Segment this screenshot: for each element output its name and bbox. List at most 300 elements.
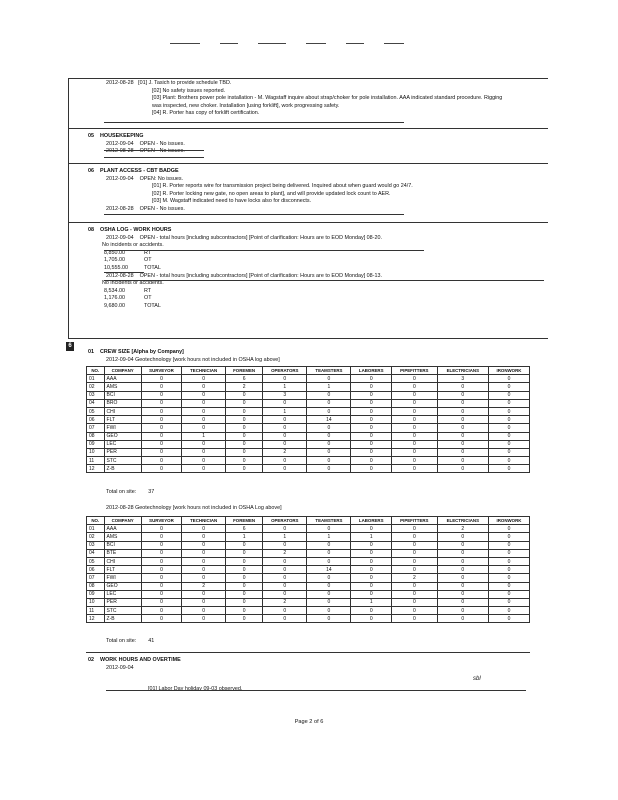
table-cell: 0 — [351, 582, 392, 590]
item-text: [02] No safety issues reported. — [152, 87, 226, 94]
row-note: No incidents or accidents. — [102, 242, 164, 249]
hours-value: 1,705.00 — [104, 257, 125, 264]
table-cell: 0 — [437, 457, 488, 465]
row-text: OPEN - No issues. — [139, 148, 185, 155]
table-cell: 0 — [182, 383, 226, 391]
hours-label: TOTAL — [144, 302, 161, 309]
column-header: OPERATORS — [263, 517, 307, 525]
table-cell: 0 — [141, 549, 182, 557]
table-cell: 0 — [437, 533, 488, 541]
table-caption: 2012-09-04 Geotechnology [work hours not included in OSHA log above] — [106, 356, 280, 363]
table-cell: 0 — [392, 541, 438, 549]
table-cell: 0 — [307, 432, 351, 440]
table-cell: 11 — [87, 457, 105, 465]
table-cell: 2 — [182, 582, 226, 590]
table-cell: 0 — [307, 525, 351, 533]
plant-access-section — [88, 168, 548, 214]
table-cell: 0 — [392, 383, 438, 391]
table-cell: 0 — [488, 525, 529, 533]
table-cell: 0 — [392, 557, 438, 565]
table-row — [87, 549, 530, 557]
table-cell: 0 — [307, 465, 351, 473]
section-number: 01 — [88, 349, 94, 355]
table-cell: 2 — [226, 383, 263, 391]
table-cell: 0 — [263, 590, 307, 598]
table-cell: 0 — [437, 574, 488, 582]
table-cell: 0 — [141, 424, 182, 432]
total-value: 37 — [148, 489, 155, 495]
table-cell: CHI — [104, 557, 141, 565]
table-cell: 0 — [392, 615, 438, 623]
table-cell: GEO — [104, 432, 141, 440]
table-cell: 0 — [263, 432, 307, 440]
table-cell: 0 — [488, 375, 529, 383]
table-row — [87, 448, 530, 456]
table-cell: 0 — [226, 615, 263, 623]
section-divider — [68, 222, 548, 223]
table-cell: 0 — [351, 525, 392, 533]
table-cell: 0 — [263, 574, 307, 582]
table-cell: 0 — [182, 407, 226, 415]
table-row — [87, 525, 530, 533]
table-cell: 0 — [392, 416, 438, 424]
section-number: 02 — [88, 657, 94, 663]
section-number: 05 — [88, 133, 94, 139]
table-cell: 2 — [263, 549, 307, 557]
table-cell: 0 — [263, 399, 307, 407]
table-cell: 0 — [263, 440, 307, 448]
table-cell: 0 — [226, 448, 263, 456]
column-header: OPERATORS — [263, 367, 307, 375]
table-cell: 0 — [488, 607, 529, 615]
table-cell: 07 — [87, 424, 105, 432]
table-cell: 0 — [182, 566, 226, 574]
table-cell: 0 — [392, 391, 438, 399]
table-cell: PER — [104, 598, 141, 606]
table-cell: 0 — [226, 598, 263, 606]
table-cell: LEC — [104, 590, 141, 598]
item-text: [04] R. Porter has copy of forklift certification. — [152, 110, 260, 117]
table-cell: 0 — [141, 448, 182, 456]
table-cell: 0 — [141, 533, 182, 541]
table-cell: 0 — [182, 598, 226, 606]
table-cell: 0 — [392, 424, 438, 432]
frame-bottom-line — [68, 338, 548, 339]
table-cell: 0 — [392, 432, 438, 440]
table-cell: 0 — [182, 574, 226, 582]
column-header: COMPANY — [104, 517, 141, 525]
table-cell: 0 — [351, 383, 392, 391]
table-cell: 12 — [87, 465, 105, 473]
table-cell: 0 — [226, 391, 263, 399]
table-cell: 0 — [226, 432, 263, 440]
column-header: TEAMSTERS — [307, 367, 351, 375]
table-cell: 0 — [263, 465, 307, 473]
table-cell: Z-B — [104, 615, 141, 623]
row-date: 2012-09-04 — [106, 140, 134, 147]
table-cell: 0 — [141, 590, 182, 598]
table-cell: 0 — [488, 557, 529, 565]
table-cell: 03 — [87, 391, 105, 399]
table-cell: 0 — [307, 440, 351, 448]
table-cell: 0 — [141, 615, 182, 623]
table-cell: 0 — [488, 383, 529, 391]
table-cell: 0 — [226, 541, 263, 549]
item-text: [03] Plant: Brothers power pole installation - M. Wagstaff inquire about strap/choker for pole installation. AAA indicated standard procedure. Rigging — [152, 95, 503, 102]
column-header: COMPANY — [104, 367, 141, 375]
table-row — [87, 541, 530, 549]
table-cell: 0 — [307, 590, 351, 598]
crew-table-1 — [86, 366, 530, 473]
table-cell: 0 — [488, 533, 529, 541]
table-cell: 0 — [226, 457, 263, 465]
table-cell: 14 — [307, 566, 351, 574]
table-cell: 0 — [307, 582, 351, 590]
table-cell: 0 — [141, 541, 182, 549]
table-row — [87, 582, 530, 590]
table-row — [87, 432, 530, 440]
table-cell: 1 — [226, 533, 263, 541]
total-label: Total on site: — [106, 638, 137, 644]
table-cell: BRO — [104, 399, 141, 407]
table-cell: 0 — [182, 590, 226, 598]
table-cell: 07 — [87, 574, 105, 582]
top-rule-marks — [170, 31, 424, 49]
intro-items — [106, 80, 546, 118]
table-cell: 0 — [141, 399, 182, 407]
table-cell: 03 — [87, 541, 105, 549]
table-cell: AMS — [104, 533, 141, 541]
hours-label: RT — [144, 249, 152, 256]
table-cell: 0 — [392, 533, 438, 541]
table-cell: 0 — [437, 566, 488, 574]
table-cell: AAA — [104, 375, 141, 383]
table-cell: 0 — [488, 407, 529, 415]
table-cell: 0 — [263, 541, 307, 549]
table-cell: 09 — [87, 590, 105, 598]
table-cell: 0 — [437, 391, 488, 399]
table-row — [87, 557, 530, 565]
table-cell: 0 — [437, 440, 488, 448]
hours-label: RT — [144, 287, 152, 294]
table-cell: 0 — [182, 557, 226, 565]
table-header-row — [87, 517, 530, 525]
table-cell: 0 — [488, 448, 529, 456]
table-cell: 02 — [87, 533, 105, 541]
table-cell: 0 — [351, 375, 392, 383]
table-cell: 0 — [392, 590, 438, 598]
table-cell: 1 — [307, 533, 351, 541]
table-cell: 2 — [263, 598, 307, 606]
table-cell: 0 — [488, 574, 529, 582]
table-cell: 0 — [226, 607, 263, 615]
table-row — [87, 615, 530, 623]
table-cell: 0 — [351, 399, 392, 407]
table-cell: 0 — [141, 416, 182, 424]
column-header: PIPEFITTERS — [392, 367, 438, 375]
table-cell: 0 — [488, 424, 529, 432]
table-row — [87, 566, 530, 574]
table-cell: AMS — [104, 383, 141, 391]
table-row — [87, 399, 530, 407]
section-marker: 6 — [66, 342, 74, 351]
table-cell: 0 — [182, 375, 226, 383]
table-cell: 0 — [182, 424, 226, 432]
table-row — [87, 391, 530, 399]
table-cell: 14 — [307, 416, 351, 424]
table-cell: 0 — [307, 549, 351, 557]
table-cell: 0 — [226, 416, 263, 424]
table-cell: 0 — [392, 375, 438, 383]
table-cell: FLT — [104, 416, 141, 424]
table-cell: 01 — [87, 525, 105, 533]
table-cell: 1 — [263, 407, 307, 415]
table-cell: 0 — [392, 465, 438, 473]
table-cell: GEO — [104, 582, 141, 590]
frame-left-line — [68, 78, 69, 338]
table-cell: 0 — [437, 615, 488, 623]
table-cell: 0 — [351, 607, 392, 615]
table-cell: 1 — [351, 598, 392, 606]
hours-label: TOTAL — [144, 264, 161, 271]
table-cell: FLT — [104, 566, 141, 574]
table-cell: 0 — [351, 391, 392, 399]
table-cell: 0 — [263, 416, 307, 424]
table-cell: 0 — [307, 375, 351, 383]
column-header: FOREMEN — [226, 517, 263, 525]
column-header: ELECTRICIANS — [437, 367, 488, 375]
hours-value: 8,534.00 — [104, 287, 125, 294]
table-cell: 06 — [87, 566, 105, 574]
hours-value: 9,680.00 — [104, 302, 125, 309]
table-cell: 2 — [437, 525, 488, 533]
table-cell: 09 — [87, 440, 105, 448]
row-date: 2012-09-04 — [106, 234, 134, 241]
table-cell: 0 — [351, 424, 392, 432]
row-underline — [104, 250, 424, 251]
table-row — [87, 383, 530, 391]
table-cell: 0 — [351, 457, 392, 465]
table-cell: 0 — [351, 440, 392, 448]
table-cell: 0 — [141, 383, 182, 391]
table-cell: 1 — [182, 432, 226, 440]
table-cell: 04 — [87, 549, 105, 557]
table-cell: 0 — [226, 557, 263, 565]
table-cell: 0 — [437, 557, 488, 565]
table-cell: 0 — [141, 574, 182, 582]
table-cell: 0 — [488, 598, 529, 606]
table-cell: 0 — [437, 407, 488, 415]
table-cell: BCI — [104, 391, 141, 399]
section-number: 08 — [88, 227, 94, 233]
table-cell: 12 — [87, 615, 105, 623]
column-header: TECHNICIAN — [182, 517, 226, 525]
row-date: 2012-09-04 — [106, 664, 134, 671]
hours-label: OT — [144, 295, 152, 302]
table-cell: 0 — [437, 598, 488, 606]
table-cell: 0 — [351, 566, 392, 574]
table-cell: 0 — [392, 598, 438, 606]
page-number: Page 2 of 6 — [294, 719, 324, 725]
table-cell: 0 — [488, 399, 529, 407]
row-date: 2012-08-28 — [106, 205, 134, 212]
table-cell: 0 — [488, 615, 529, 623]
table-cell: 0 — [263, 557, 307, 565]
table-cell: 0 — [226, 399, 263, 407]
section-divider — [86, 652, 530, 653]
table-cell: 0 — [141, 607, 182, 615]
table-cell: 0 — [141, 457, 182, 465]
column-header: FOREMEN — [226, 367, 263, 375]
table-cell: 0 — [307, 391, 351, 399]
table-cell: 0 — [182, 541, 226, 549]
table-cell: 0 — [226, 590, 263, 598]
total-label: Total on site: — [106, 489, 137, 495]
table-cell: AAA — [104, 525, 141, 533]
table-row — [87, 590, 530, 598]
table-cell: FWI — [104, 574, 141, 582]
section-title: CREW SIZE [Alpha by Company] — [100, 349, 184, 355]
section-title: WORK HOURS AND OVERTIME — [100, 657, 181, 663]
row-text: OPEN - No issues. — [139, 140, 185, 147]
hours-label: OT — [144, 257, 152, 264]
table-cell: 0 — [351, 416, 392, 424]
table-cell: 0 — [351, 448, 392, 456]
table-cell: 0 — [307, 407, 351, 415]
table-cell: 0 — [226, 549, 263, 557]
table-cell: 10 — [87, 598, 105, 606]
row-text: OPEN - total hours [including subcontractors] [Point of clarification: Hours are to EOD Monday] 08-20. — [139, 234, 382, 241]
table-cell: 2 — [263, 448, 307, 456]
table-cell: 0 — [141, 407, 182, 415]
table-cell: 0 — [488, 440, 529, 448]
table-row — [87, 457, 530, 465]
table-cell: 04 — [87, 399, 105, 407]
table-cell: 05 — [87, 407, 105, 415]
total-value: 41 — [148, 638, 155, 644]
table-cell: 0 — [263, 375, 307, 383]
table-caption: 2012-08-28 Geotechnology [work hours not included in OSHA Log above] — [106, 505, 282, 511]
table-cell: 0 — [182, 448, 226, 456]
table-cell: 0 — [392, 440, 438, 448]
table-cell: 01 — [87, 375, 105, 383]
table-cell: 3 — [437, 375, 488, 383]
table-cell: 1 — [307, 383, 351, 391]
table-cell: 0 — [141, 557, 182, 565]
table-row — [87, 440, 530, 448]
section-underline — [104, 122, 404, 123]
column-header: LABORERS — [351, 367, 392, 375]
table-cell: 0 — [392, 448, 438, 456]
table-cell: 06 — [87, 416, 105, 424]
table-cell: 02 — [87, 383, 105, 391]
hours-value: 10,555.00 — [104, 264, 128, 271]
table-cell: 0 — [351, 465, 392, 473]
table-cell: BTE — [104, 549, 141, 557]
table-cell: 0 — [488, 549, 529, 557]
row-underline — [104, 214, 404, 215]
table-cell: BCI — [104, 541, 141, 549]
table-cell: 0 — [392, 582, 438, 590]
table-cell: 0 — [182, 416, 226, 424]
table-row — [87, 465, 530, 473]
row-underline — [104, 157, 204, 158]
row-date: 2012-08-28 — [106, 272, 134, 279]
frame-top-line — [68, 78, 548, 79]
table-cell: 0 — [392, 566, 438, 574]
column-header: LABORERS — [351, 517, 392, 525]
row-note: [01] Labor Day holiday 09-03 observed. — [148, 686, 243, 693]
table-cell: 0 — [307, 541, 351, 549]
table-cell: 0 — [182, 615, 226, 623]
table-cell: 0 — [141, 391, 182, 399]
table-cell: 0 — [392, 525, 438, 533]
table-cell: LEC — [104, 440, 141, 448]
table-cell: 0 — [182, 549, 226, 557]
table-cell: 0 — [226, 407, 263, 415]
row-text: [02] R. Porter locking new gate, no open areas to plant], and will provide updated lock count to AER. — [152, 190, 391, 197]
table-cell: 0 — [437, 590, 488, 598]
table-cell: 0 — [263, 525, 307, 533]
table-cell: 0 — [488, 432, 529, 440]
column-header: NO. — [87, 367, 105, 375]
item-text: was inspected, new choker. Installation [using forklift], work progressing safety. — [152, 102, 340, 109]
table-cell: FWI — [104, 424, 141, 432]
column-header: PIPEFITTERS — [392, 517, 438, 525]
column-header: SURVEYOR — [141, 517, 182, 525]
table-cell: 0 — [263, 566, 307, 574]
table-cell: 0 — [263, 615, 307, 623]
row-text: OPEN - No issues. — [139, 205, 185, 212]
section-title: OSHA LOG - WORK HOURS — [100, 227, 172, 233]
table-cell: STC — [104, 457, 141, 465]
table-cell: 0 — [263, 424, 307, 432]
row-text: OPEN: No issues. — [139, 175, 184, 182]
table-cell: 0 — [437, 549, 488, 557]
table-cell: 0 — [141, 598, 182, 606]
table-cell: 0 — [182, 457, 226, 465]
table-cell: 0 — [307, 557, 351, 565]
table-cell: 0 — [141, 375, 182, 383]
section-number: 06 — [88, 168, 94, 174]
table-cell: 0 — [182, 399, 226, 407]
table-cell: 0 — [226, 582, 263, 590]
table-row — [87, 424, 530, 432]
initials-signature: sbl — [473, 676, 481, 682]
table-cell: 0 — [351, 557, 392, 565]
table-cell: 0 — [182, 465, 226, 473]
section-divider — [68, 128, 548, 129]
table-cell: STC — [104, 607, 141, 615]
column-header: TEAMSTERS — [307, 517, 351, 525]
item-date: 2012-08-28 — [106, 80, 134, 86]
table-cell: 0 — [488, 590, 529, 598]
table-cell: 08 — [87, 432, 105, 440]
table-cell: 0 — [392, 457, 438, 465]
table-cell: 0 — [351, 549, 392, 557]
table-cell: 0 — [307, 448, 351, 456]
table-cell: 0 — [488, 566, 529, 574]
row-underline — [104, 150, 204, 151]
table-row — [87, 407, 530, 415]
osha-section — [88, 227, 548, 311]
section-title: PLANT ACCESS - CBT BADGE — [100, 168, 179, 174]
table-cell: 0 — [351, 615, 392, 623]
table-cell: 0 — [437, 424, 488, 432]
crew-table-2 — [86, 516, 530, 623]
table-cell: 1 — [263, 383, 307, 391]
table-row — [87, 416, 530, 424]
